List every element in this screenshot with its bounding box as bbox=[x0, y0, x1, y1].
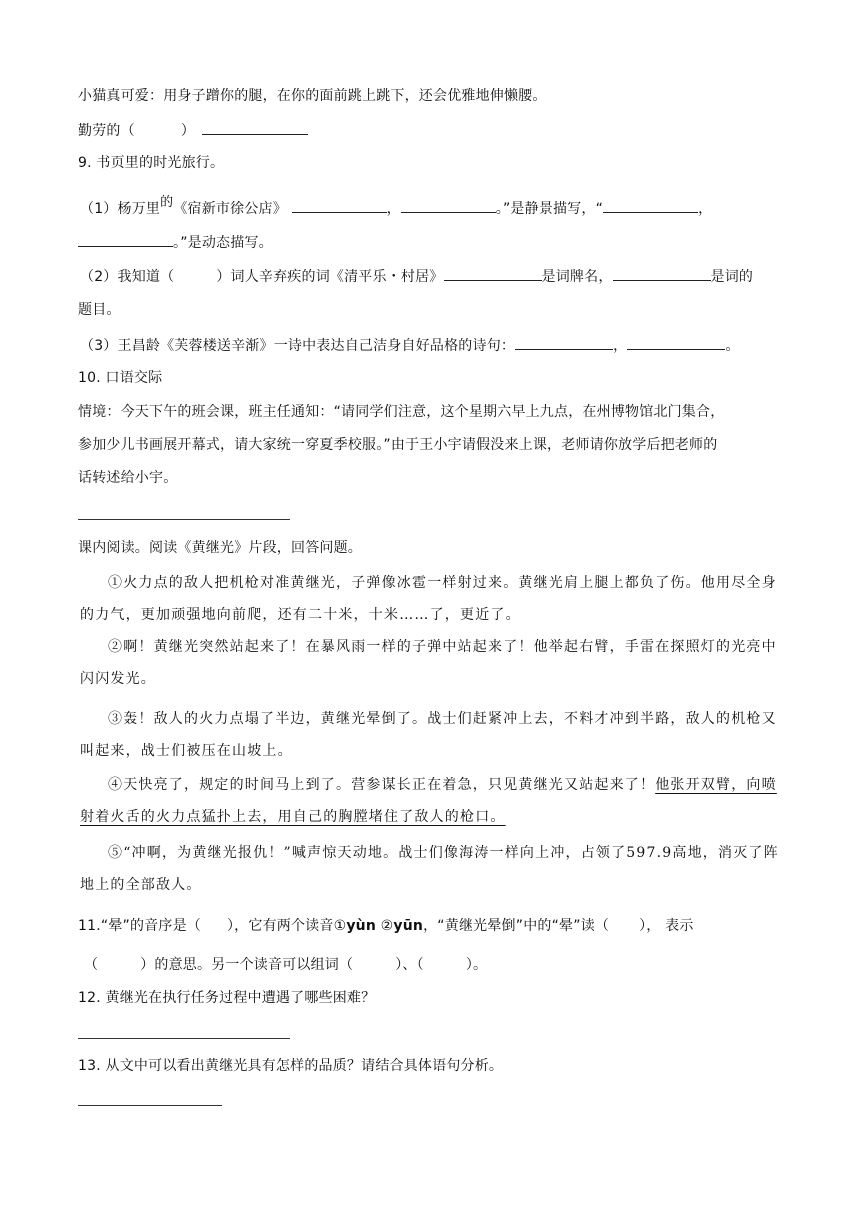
answer-line[interactable] bbox=[78, 1105, 222, 1106]
q9-1-poem-title: 《宿新市徐公店》 bbox=[173, 201, 287, 217]
pinyin-yun4: yùn bbox=[346, 918, 377, 934]
q9-2-poem: ）词人辛弃疾的词《清平乐・村居》 bbox=[216, 269, 444, 285]
question-10-context-3: 话转述给小宇。 bbox=[78, 470, 178, 486]
question-11-line-1 bbox=[78, 916, 694, 936]
answer-blank[interactable] bbox=[613, 266, 711, 281]
passage-paragraph-3: ③轰！敌人的火力点塌了半边，黄继光晕倒了。战士们赶紧冲上去，不料才冲到半路，敌人的机枪又叫起来，战士们被压在山坡上。 bbox=[80, 711, 777, 759]
example-sentence-cat: 小猫真可爱：用身子蹭你的腿，在你的面前跳上跳下，还会优雅地伸懒腰。 bbox=[78, 88, 547, 104]
question-9-3 bbox=[80, 335, 740, 356]
q9-3-period: 。 bbox=[725, 338, 740, 354]
question-10-context-1: 情境：今天下午的班会课，班主任通知：“请同学们注意，这个星期六早上九点，在州博物馆北门集合， bbox=[78, 404, 725, 420]
answer-blank[interactable] bbox=[202, 120, 308, 135]
answer-blank[interactable] bbox=[401, 198, 496, 213]
answer-blank[interactable] bbox=[515, 335, 613, 350]
q9-3-comma: ， bbox=[613, 338, 628, 354]
question-13: 13. 从文中可以看出黄继光具有怎样的品质？请结合具体语句分析。 bbox=[78, 1058, 504, 1074]
question-9-title: 9. 书页里的时光旅行。 bbox=[78, 155, 225, 171]
fill-line-diligent bbox=[78, 120, 308, 141]
diligent-prefix: 勤劳的（ bbox=[78, 123, 135, 139]
question-9-1-line-2 bbox=[78, 232, 273, 253]
passage-paragraph-4 bbox=[80, 769, 780, 833]
question-9-1-line-1 bbox=[80, 195, 713, 220]
passage-paragraph-2: ②啊！黄继光突然站起来了！在暴风雨一样的子弹中站起来了！他举起右臂，手雷在探照灯的光亮中闪闪发光。 bbox=[80, 639, 777, 687]
question-10-title: 10. 口语交际 bbox=[78, 370, 163, 386]
diligent-suffix: ） bbox=[180, 123, 196, 139]
q11-a: 11.“晕”的音序是（ bbox=[78, 918, 201, 934]
question-11-line-2 bbox=[84, 955, 487, 975]
passage-paragraph-5: ⑤“冲啊，为黄继光报仇！”喊声惊天动地。战士们像海涛一样向上冲，占领了597.9高地，消灭了阵地上的全部敌人。 bbox=[80, 845, 779, 893]
q9-1-dynamic-desc: 。”是动态描写。 bbox=[173, 235, 273, 251]
answer-blank[interactable] bbox=[444, 266, 542, 281]
q9-1-static-desc: 。”是静景描写，“ bbox=[495, 201, 604, 217]
answer-blank[interactable] bbox=[78, 232, 173, 247]
question-10-context-2: 参加少儿书画展开幕式，请大家统一穿夏季校服。”由于王小宇请假没来上课，老师请你放学后把老师的 bbox=[78, 437, 718, 453]
q9-2-cipai: 是词牌名， bbox=[541, 269, 613, 285]
q9-3-prompt: （3）王昌龄《芙蓉楼送辛渐》一诗中表达自己洁身自好品格的诗句： bbox=[80, 338, 516, 354]
q9-2-know: （2）我知道（ bbox=[80, 269, 175, 285]
passage-paragraph-1: ①火力点的敌人把机枪对准黄继光，子弹像冰雹一样射过来。黄继光肩上腿上都负了伤。他用尽全身的力气，更加顽强地向前爬，还有二十米，十米……了，更近了。 bbox=[80, 575, 777, 623]
q11-f: （ bbox=[84, 957, 99, 973]
answer-blank[interactable] bbox=[292, 198, 387, 213]
reading-intro: 课内阅读。阅读《黄继光》片段，回答问题。 bbox=[78, 540, 362, 556]
q9-1-comma-2: ， bbox=[698, 201, 713, 217]
p4-underlined-sentence: 他张开双臂，向喷射着火舌的火力点猛扑上去，用自己的胸膛堵住了敌人的枪口。 bbox=[80, 777, 777, 825]
pinyin-yun1: yūn bbox=[393, 918, 424, 934]
q11-h: ）、（ bbox=[395, 957, 424, 973]
answer-line[interactable] bbox=[78, 519, 290, 520]
answer-blank[interactable] bbox=[627, 335, 725, 350]
q11-c: ② bbox=[376, 918, 394, 934]
q11-b: ），它有两个读音① bbox=[226, 918, 347, 934]
question-12: 12. 黄继光在执行任务过程中遭遇了哪些困难？ bbox=[78, 990, 376, 1006]
question-9-2-line-2: 题目。 bbox=[78, 302, 121, 318]
q11-g: ）的意思。另一个读音可以组词（ bbox=[140, 957, 354, 973]
q11-i: ）。 bbox=[465, 957, 488, 973]
q11-e: ）， 表示 bbox=[639, 918, 694, 934]
question-9-2-line-1 bbox=[80, 266, 753, 287]
q9-1-author: （1）杨万里 bbox=[80, 201, 161, 217]
p4-plain-text: ④天快亮了，规定的时间马上到了。营参谋长正在着急，只见黄继光又站起来了！ bbox=[108, 777, 656, 793]
q11-d: ，“黄继光晕倒”中的“晕”读（ bbox=[423, 918, 610, 934]
q9-2-is-ci: 是词的 bbox=[710, 269, 754, 285]
answer-blank[interactable] bbox=[603, 198, 698, 213]
answer-line[interactable] bbox=[78, 1038, 290, 1039]
q9-1-comma: ， bbox=[386, 201, 401, 217]
q9-1-superscript: 的 bbox=[160, 195, 174, 210]
